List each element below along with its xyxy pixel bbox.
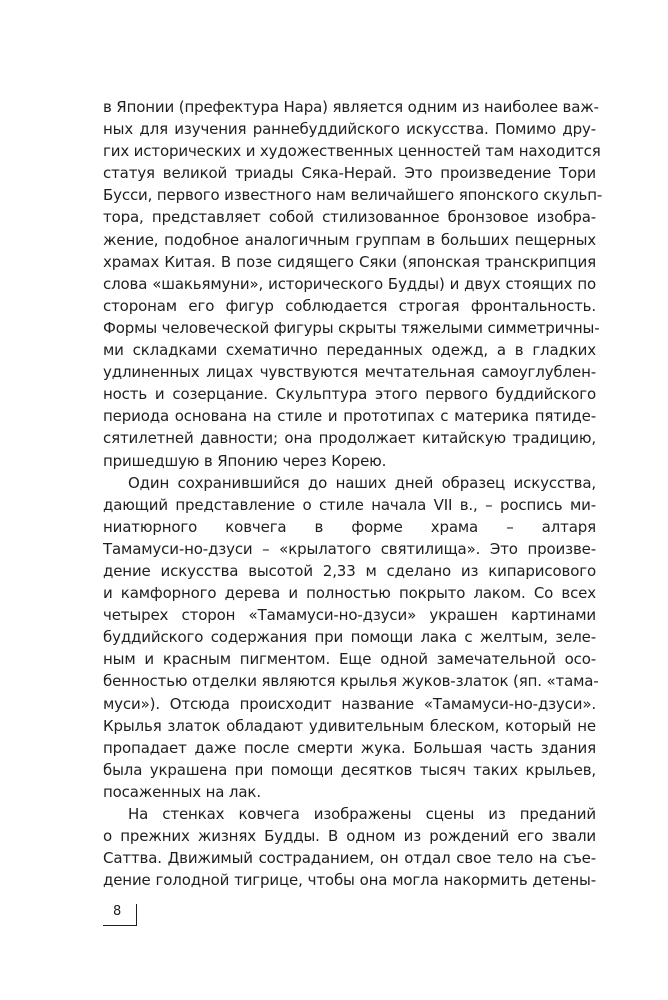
text-line: ным и красным пигментом. Еще одной замечательной осо-	[103, 650, 596, 669]
text-line: ми складками схематично переданных одежд, а в гладких	[103, 341, 596, 360]
text-line: и камфорного дерева и полностью покрыто лаком. Со всех	[103, 584, 596, 603]
text-line: в Японии (префектура Нара) является одним из наиболее важ-	[103, 98, 599, 116]
paragraph-2	[103, 472, 599, 803]
text-line: дение искусства высотой 2,33 м сделано из кипарисового	[103, 561, 596, 580]
text-line: удлиненных лицах чувствуются мечтательная самоуглублен-	[103, 363, 596, 382]
text-line: пришедшую в Японию через Корею.	[103, 451, 387, 470]
text-line: Тамамуси-но-дзуси – «крылатого святилища». Это произве-	[103, 539, 596, 558]
text-line: о прежних жизнях Будды. В одном из рождений его звали	[103, 827, 596, 846]
text-line: пропадает даже после смерти жука. Большая часть здания	[103, 738, 596, 757]
text-line: Один сохранившийся до наших дней образец искусства,	[128, 473, 596, 492]
page-number-mark	[103, 902, 136, 928]
text-line: слова «шакьямуни», исторического Будды) и двух стоящих по	[103, 274, 596, 293]
text-line: сятилетней давности; она продолжает китайскую традицию,	[103, 429, 596, 448]
text-line: статуя великой триады Сяка-Нерай. Это произведение Тори	[103, 164, 596, 183]
text-line: бенностью отделки являются крылья жуков-златок (яп. «тама-	[103, 672, 599, 691]
text-line: была украшена при помощи десятков тысяч таких крыльев,	[103, 760, 596, 779]
text-line: жение, подобное аналогичным группам в больших пещерных	[103, 230, 596, 249]
text-line: дающий представление о стиле начала VII в., – роспись ми-	[103, 495, 596, 514]
text-line: На стенках ковчега изображены сцены из преданий	[128, 805, 596, 823]
text-line: ных для изучения раннебуддийского искусства. Помимо дру-	[103, 120, 596, 139]
text-line: Бусси, первого известного нам величайшего японского скульп-	[103, 186, 603, 205]
text-line: Саттва. Движимый состраданием, он отдал свое тело на съе-	[103, 849, 596, 868]
body-text	[103, 96, 603, 891]
text-line: дение голодной тигрице, чтобы она могла накормить детены-	[103, 871, 596, 890]
text-line: четырех сторон «Тамамуси-но-дзуси» украшен картинами	[103, 606, 596, 625]
text-line: Формы человеческой фигуры скрыты тяжелыми симметричны-	[103, 318, 600, 337]
text-line: тора, представляет собой стилизованное бронзовое изобра-	[103, 208, 596, 227]
text-line: Крылья златок обладают удивительным блеском, который не	[103, 716, 596, 735]
folio-vertical-rule	[136, 904, 137, 926]
text-line: гих исторических и художественных ценностей там находится	[103, 142, 601, 161]
paragraph-3	[103, 803, 596, 891]
text-line: муси»). Отсюда происходит название «Тамамуси-но-дзуси».	[103, 694, 596, 713]
text-line: буддийского содержания при помощи лака с желтым, зеле-	[103, 628, 596, 647]
text-line: посаженных на лак.	[103, 782, 261, 801]
text-line: сторонам его фигур соблюдается строгая фронтальность.	[103, 296, 596, 315]
text-line: ниатюрного ковчега в форме храма – алтаря	[103, 517, 596, 536]
paragraph-1	[103, 96, 603, 472]
page-number: 8	[113, 904, 122, 919]
folio-underline	[103, 925, 136, 926]
text-line: периода основана на стиле и прототипах с материка пятиде-	[103, 407, 596, 426]
text-line: ность и созерцание. Скульптура этого первого буддийского	[103, 385, 596, 404]
text-line: храмах Китая. В позе сидящего Сяки (японская транскрипция	[103, 252, 596, 271]
